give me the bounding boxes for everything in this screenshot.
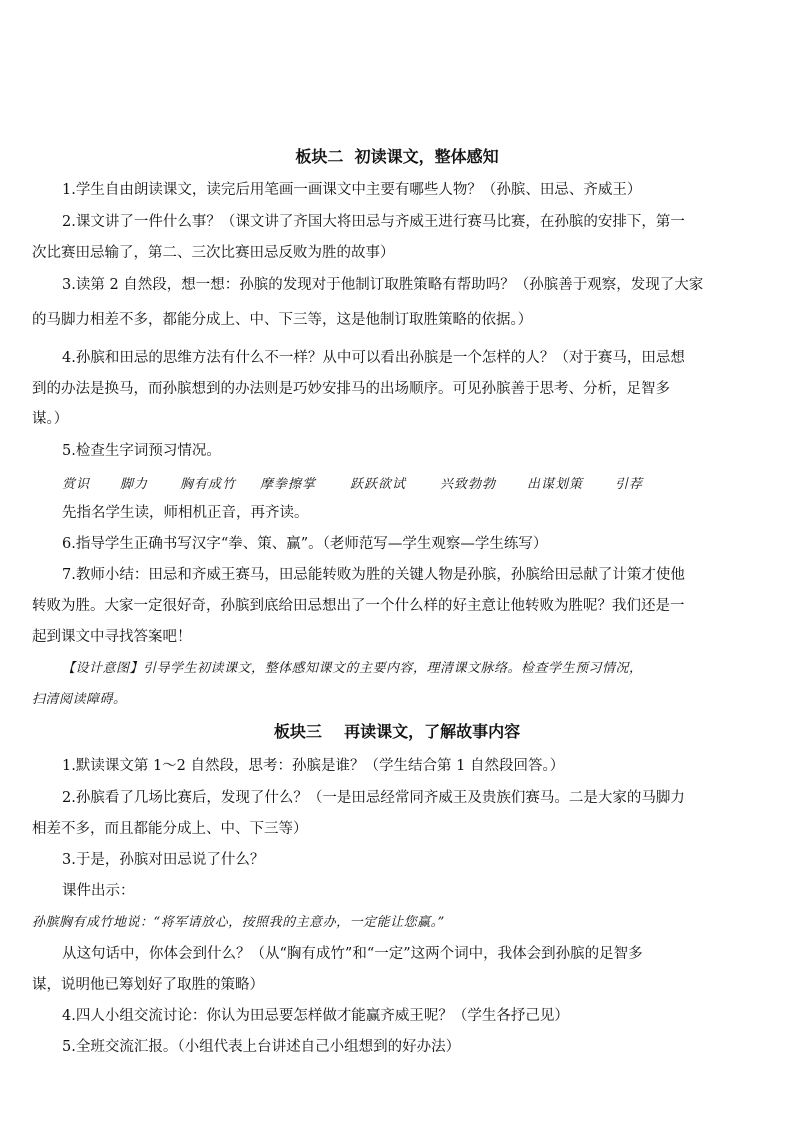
courseware-quote: 孙膑胸有成竹地说：“将军请放心，按照我的主意办，一定能让您赢。” bbox=[32, 915, 445, 930]
vocab-list bbox=[62, 473, 702, 493]
design-intent-line-1: 【设计意图】引导学生初读课文，整体感知课文的主要内容，理清课文脉络。检查学生预习情况， bbox=[62, 661, 643, 676]
s3-item-2-line-2: 相差不多，而且都能分成上、中、下三等） bbox=[32, 821, 308, 837]
s2-item-2-line-1: 2.课文讲了一件什么事？（课文讲了齐国大将田忌与齐威王进行赛马比赛，在孙膑的安排下，第一 bbox=[62, 214, 685, 230]
vocab-word: 出谋划策 bbox=[527, 477, 584, 492]
s2-item-4-line-3: 谋。） bbox=[32, 411, 69, 427]
vocab-word: 兴致勃勃 bbox=[440, 477, 497, 492]
vocab-word: 赏识 bbox=[62, 477, 91, 492]
s2-item-7-line-2: 转败为胜。大家一定很好奇，孙膑到底给田忌想出了一个什么样的好主意让他转败为胜呢？我们还是一 bbox=[32, 598, 685, 614]
s3-item-3: 3.于是，孙膑对田忌说了什么？ bbox=[62, 852, 265, 868]
s2-item-7-line-3: 起到课文中寻找答案吧！ bbox=[32, 629, 192, 645]
s2-item-5: 5.检查生字词预习情况。 bbox=[62, 443, 221, 459]
section-3-title: 板块三 再读课文，了解故事内容 bbox=[273, 722, 521, 741]
courseware-label: 课件出示： bbox=[62, 883, 135, 899]
vocab-word: 跃跃欲试 bbox=[350, 477, 407, 492]
section-2-title: 板块二 初读课文，整体感知 bbox=[295, 147, 499, 166]
s3-reflect-line-1: 从这句话中，你体会到什么？（从“胸有成竹”和“一定”这两个词中，我体会到孙膑的足智多 bbox=[62, 946, 643, 962]
vocab-word: 脚力 bbox=[120, 477, 149, 492]
s2-item-1: 1.学生自由朗读课文，读完后用笔画一画课文中主要有哪些人物？（孙膑、田忌、齐威王） bbox=[62, 182, 642, 198]
s2-item-4-line-1: 4.孙膑和田忌的思维方法有什么不一样？从中可以看出孙膑是一个怎样的人？（对于赛马，田忌想 bbox=[62, 350, 685, 366]
s2-item-3-line-2: 的马脚力相差不多，都能分成上、中、下三等，这是他制订取胜策略的依据。） bbox=[32, 312, 533, 328]
s3-item-4: 4.四人小组交流讨论：你认为田忌要怎样做才能赢齐威王呢？（学生各抒己见） bbox=[62, 1008, 569, 1024]
s3-item-2-line-1: 2.孙膑看了几场比赛后，发现了什么？（一是田忌经常同齐威王及贵族们赛马。二是大家的马脚力 bbox=[62, 790, 685, 806]
vocab-word: 胸有成竹 bbox=[180, 477, 237, 492]
s2-item-2-line-2: 次比赛田忌输了，第二、三次比赛田忌反败为胜的故事） bbox=[32, 245, 395, 261]
s2-item-3-line-1: 3.读第 2 自然段，想一想：孙膑的发现对于他制订取胜策略有帮助吗？（孙膑善于观察，发现了大家 bbox=[62, 277, 704, 293]
s2-read-line: 先指名学生读，师相机正音，再齐读。 bbox=[62, 505, 309, 521]
vocab-word: 引荐 bbox=[615, 477, 644, 492]
s3-reflect-line-2: 谋，说明他已筹划好了取胜的策略） bbox=[32, 977, 264, 993]
s3-item-5: 5.全班交流汇报。（小组代表上台讲述自己小组想到的好办法） bbox=[62, 1039, 461, 1055]
vocab-word: 摩拳擦掌 bbox=[260, 477, 317, 492]
s2-item-4-line-2: 到的办法是换马，而孙膑想到的办法则是巧妙安排马的出场顺序。可见孙膑善于思考、分析，足智多 bbox=[32, 381, 670, 397]
s3-item-1: 1.默读课文第 1～2 自然段，思考：孙膑是谁？（学生结合第 1 自然段回答。） bbox=[62, 758, 565, 774]
design-intent-line-2: 扫清阅读障碍。 bbox=[32, 692, 127, 707]
s2-item-7-line-1: 7.教师小结：田忌和齐威王赛马，田忌能转败为胜的关键人物是孙膑，孙膑给田忌献了计策才使他 bbox=[62, 567, 685, 583]
s2-item-6: 6.指导学生正确书写汉字“拳、策、赢”。（老师范写—学生观察—学生练写） bbox=[62, 536, 548, 552]
